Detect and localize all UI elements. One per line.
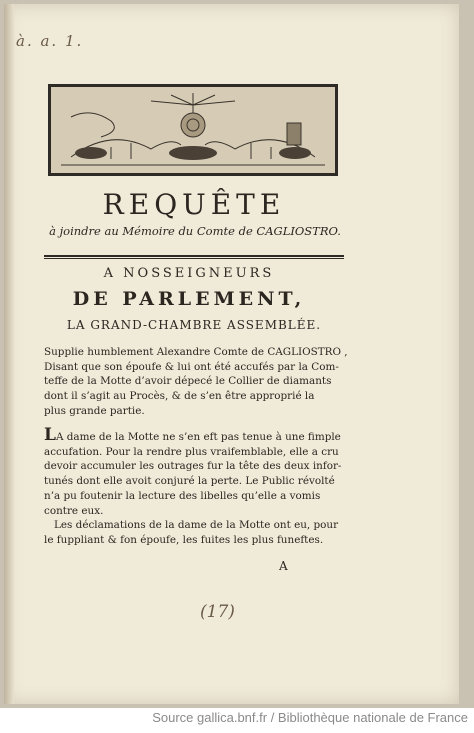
body-line-text: A dame de la Motte ne s’en eft pas tenue à une fimple: [55, 431, 341, 443]
document-subtitle: à joindre au Mémoire du Comte de CAGLIOSTRO.: [49, 224, 341, 238]
petition-line: Disant que son époufe & lui ont été accufés par la Com-: [44, 360, 339, 373]
title-rule: [44, 255, 344, 257]
body-paragraph: [44, 425, 342, 548]
page-number: (17): [200, 602, 235, 622]
body-line: accufation. Pour la rendre plus vraifemblable, elle a cru: [44, 445, 339, 458]
body-line: n’a pu foutenir la lecture des libelles qu’elle a vomis: [44, 489, 321, 502]
petition-paragraph: [44, 345, 348, 419]
ornamental-engraving-icon: [51, 87, 335, 173]
document-page: [4, 4, 459, 704]
title-rule-thin: [44, 258, 344, 259]
shelfmark: à. a. 1.: [16, 32, 84, 50]
body-line: Les déclamations de la dame de la Motte ont eu, pour: [54, 519, 339, 532]
body-line: contre eux.: [44, 504, 104, 517]
petition-line: teffe de la Motte d’avoir dépecé le Collier de diamants: [44, 375, 332, 388]
address-line-3: LA GRAND-CHAMBRE ASSEMBLÉE.: [66, 318, 322, 332]
address-line-1: A NOSSEIGNEURS: [103, 266, 275, 281]
drop-cap: L: [44, 425, 56, 445]
page-spine: [4, 4, 14, 704]
body-line: devoir accumuler les outrages fur la tête des deux infor-: [44, 460, 342, 473]
source-footer: Source gallica.bnf.fr / Bibliothèque nationale de France: [152, 710, 468, 725]
body-line: le fuppliant & fon époufe, les fuites les plus funeftes.: [44, 533, 324, 546]
petition-line: plus grande partie.: [44, 404, 145, 417]
petition-line: dont il s’agit au Procès, & de s’en être approprié la: [44, 390, 315, 403]
petition-line: Supplie humblement Alexandre Comte de CAGLIOSTRO ,: [44, 346, 348, 358]
catchword: A: [279, 559, 288, 573]
body-line: [44, 425, 342, 445]
body-line: tunés dont elle avoit conjuré la perte. Le Public révolté: [44, 475, 335, 488]
address-line-2: DE PARLEMENT,: [72, 288, 306, 310]
headpiece-ornament: [48, 84, 338, 176]
document-title: REQUÊTE: [102, 188, 286, 221]
